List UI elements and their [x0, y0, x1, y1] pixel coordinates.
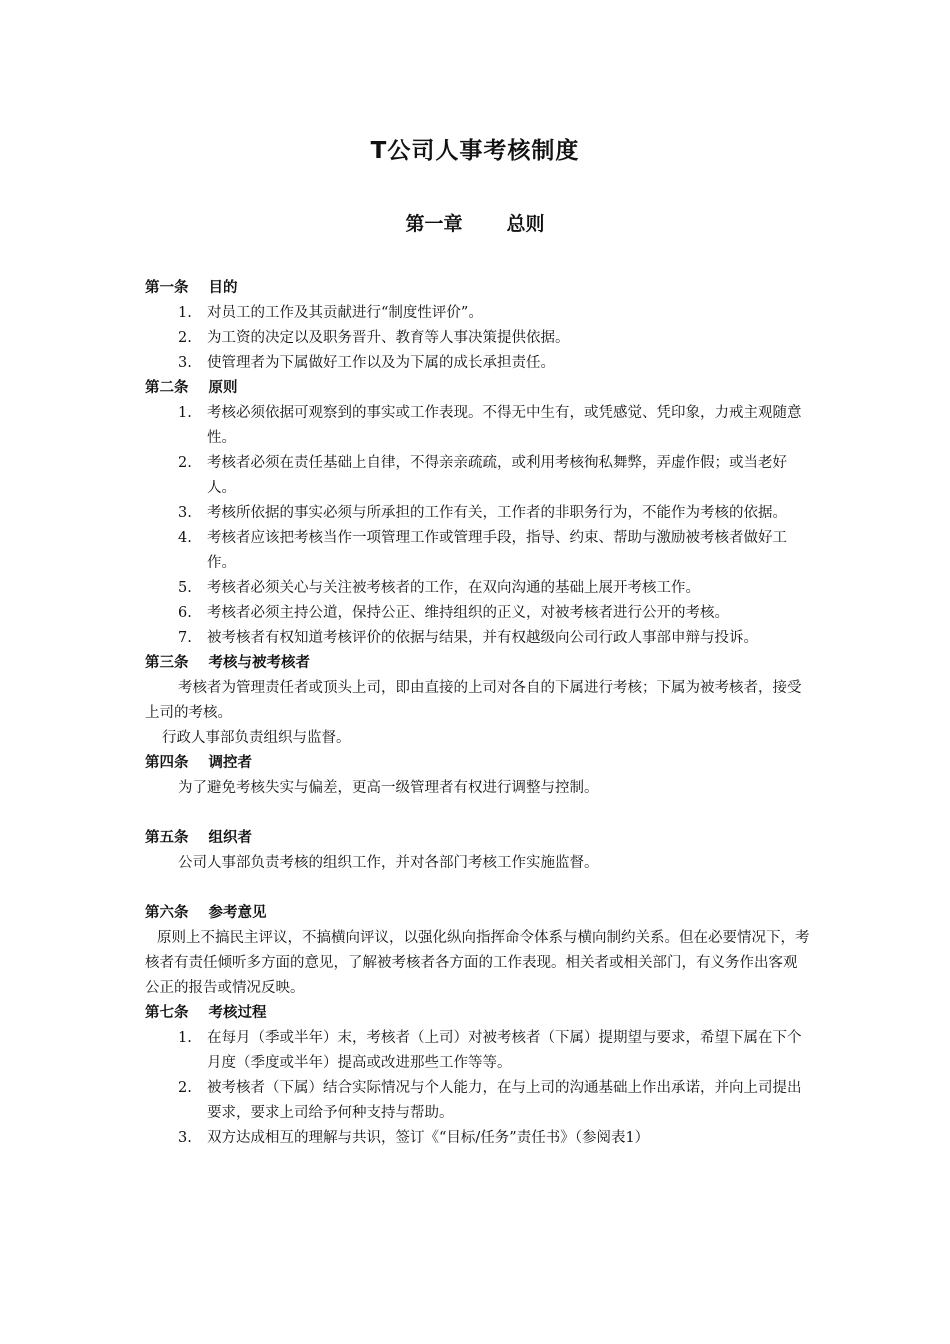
list-item-number: 3.	[178, 355, 192, 371]
article-heading	[145, 651, 810, 676]
chapter-heading	[0, 209, 950, 239]
article-heading	[145, 1001, 810, 1026]
list-item	[145, 1076, 810, 1126]
list-item-text: 双方达成相互的理解与共识，签订《“目标/任务”责任书》（参阅表1）	[207, 1130, 650, 1146]
list-item-number: 6.	[178, 605, 192, 621]
list-item-text: 使管理者为下属做好工作以及为下属的成长承担责任。	[207, 355, 555, 371]
list-item	[145, 1026, 810, 1076]
article-heading	[145, 376, 810, 401]
list-item	[145, 301, 810, 326]
article-list	[145, 301, 810, 376]
article-heading	[145, 751, 810, 776]
document-body	[145, 276, 810, 1151]
list-item-text: 考核者必须主持公道，保持公正、维持组织的正义，对被考核者进行公开的考核。	[207, 605, 729, 621]
article-paragraph: 公司人事部负责考核的组织工作，并对各部门考核工作实施监督。	[178, 855, 599, 871]
list-item-text: 在每月（季或半年）末，考核者（上司）对被考核者（下属）提期望与要求，希望下属在下个月度（季度或半年）提高或改进那些工作等等。	[207, 1030, 802, 1071]
list-item-number: 2.	[178, 330, 192, 346]
list-item-text: 对员工的工作及其贡献进行“制度性评价”。	[207, 305, 483, 321]
list-item-number: 2.	[178, 1080, 192, 1096]
list-item-text: 考核者必须关心与关注被考核者的工作，在双向沟通的基础上展开考核工作。	[207, 580, 700, 596]
list-item-number: 3.	[178, 505, 192, 521]
article-label: 第七条	[145, 1005, 189, 1021]
article-title: 考核过程	[208, 1005, 267, 1021]
list-item-text: 被考核者（下属）结合实际情况与个人能力，在与上司的沟通基础上作出承诺，并向上司提出要求，要求上司给予何种支持与帮助。	[207, 1080, 802, 1121]
article-label: 第五条	[145, 830, 189, 846]
list-item-number: 3.	[178, 1130, 192, 1146]
article-title: 参考意见	[208, 905, 267, 921]
article-title: 原则	[208, 380, 238, 396]
list-item	[145, 451, 810, 501]
list-item-number: 4.	[178, 530, 192, 546]
article-label: 第六条	[145, 905, 189, 921]
article-heading	[145, 826, 810, 851]
list-item	[145, 326, 810, 351]
article-label: 第四条	[145, 755, 189, 771]
list-item	[145, 401, 810, 451]
list-item-text: 考核者必须在责任基础上自律，不得亲亲疏疏，或利用考核徇私舞弊，弄虚作假；或当老好人。	[207, 455, 787, 496]
list-item	[145, 351, 810, 376]
article-title: 考核与被考核者	[208, 655, 310, 671]
article-paragraph: 原则上不搞民主评议，不搞横向评议，以强化纵向指挥命令体系与横向制约关系。但在必要情况下，考核者有责任倾听多方面的意见，了解被考核者各方面的工作表现。相关者或相关部门，有义务作出客观公正的报告或情况反映。	[145, 930, 810, 996]
article-paragraph: 行政人事部负责组织与监督。	[162, 730, 351, 746]
article-paragraph: 考核者为管理责任者或顶头上司，即由直接的上司对各自的下属进行考核；下属为被考核者，接受上司的考核。	[145, 680, 802, 721]
list-item-text: 考核必须依据可观察到的事实或工作表现。不得无中生有，或凭感觉、凭印象，力戒主观随意性。	[207, 405, 802, 446]
article-label: 第二条	[145, 380, 189, 396]
article-title: 调控者	[208, 755, 252, 771]
article-list	[145, 401, 810, 651]
list-item	[145, 501, 810, 526]
list-item-text: 为工资的决定以及职务晋升、教育等人事决策提供依据。	[207, 330, 570, 346]
article-label: 第一条	[145, 280, 189, 296]
list-item-number: 1.	[178, 405, 192, 421]
list-item	[145, 526, 810, 576]
article-title: 组织者	[208, 830, 252, 846]
list-item-number: 7.	[178, 630, 192, 646]
list-item-text: 考核者应该把考核当作一项管理工作或管理手段，指导、约束、帮助与激励被考核者做好工作。	[207, 530, 787, 571]
chapter-name: 总则	[506, 213, 545, 235]
article-list	[145, 1026, 810, 1151]
article-heading	[145, 276, 810, 301]
list-item	[145, 601, 810, 626]
article-paragraph: 为了避免考核失实与偏差，更高一级管理者有权进行调整与控制。	[178, 780, 599, 796]
list-item	[145, 626, 810, 651]
list-item-number: 2.	[178, 455, 192, 471]
list-item-number: 1.	[178, 305, 192, 321]
list-item-number: 5.	[178, 580, 192, 596]
document-title: T公司人事考核制度	[370, 138, 580, 164]
article-label: 第三条	[145, 655, 189, 671]
list-item	[145, 1126, 810, 1151]
list-item-number: 1.	[178, 1030, 192, 1046]
article-heading	[145, 901, 810, 926]
chapter-number: 第一章	[405, 213, 463, 235]
list-item-text: 考核所依据的事实必须与所承担的工作有关，工作者的非职务行为，不能作为考核的依据。	[207, 505, 787, 521]
list-item-text: 被考核者有权知道考核评价的依据与结果，并有权越级向公司行政人事部申辩与投诉。	[207, 630, 758, 646]
article-title: 目的	[208, 280, 238, 296]
list-item	[145, 576, 810, 601]
